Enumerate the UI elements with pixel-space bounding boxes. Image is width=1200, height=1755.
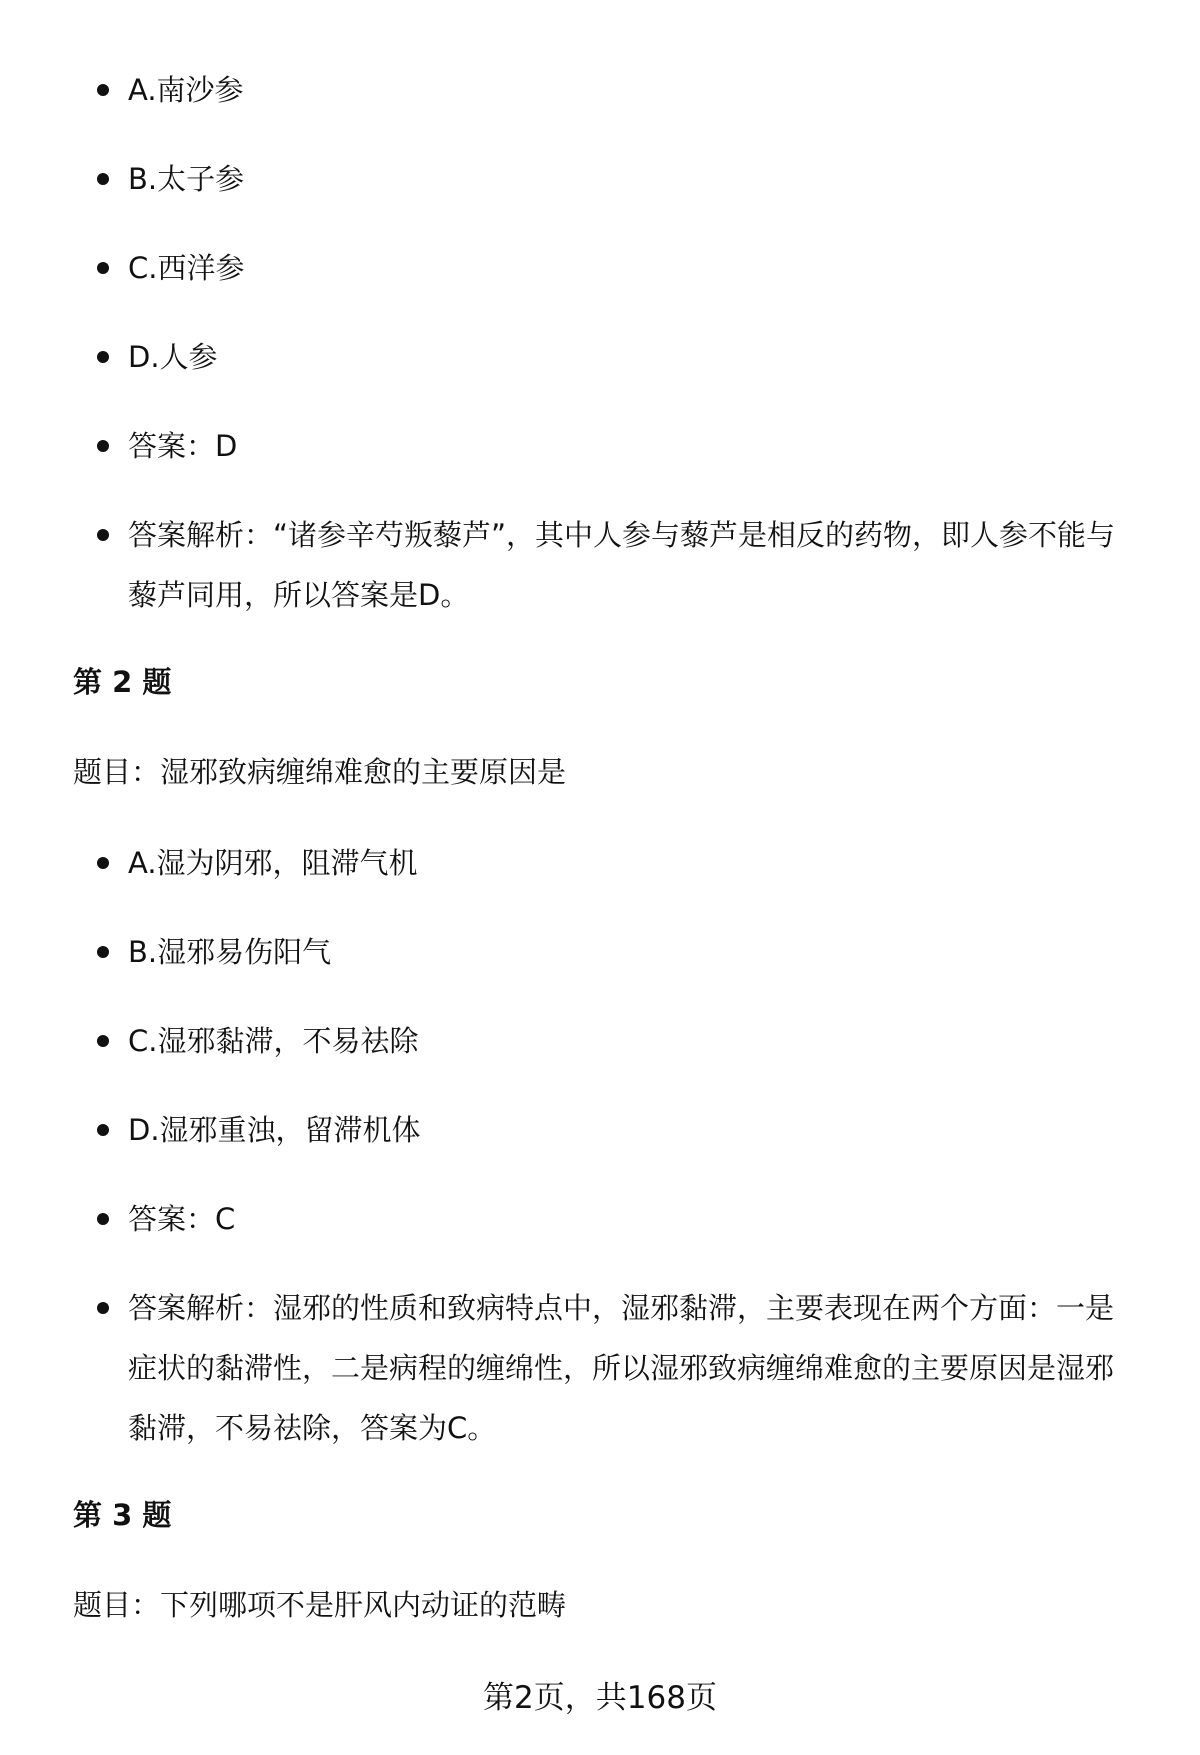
page-number-footer: 第2页，共168页 [483, 1680, 717, 1716]
q2-explanation: 答案解析：湿邪的性质和致病特点中，湿邪黏滞，主要表现在两个方面：一是症状的黏滞性，二是病程的缠绵性，所以湿邪致病缠绵难愈的主要原因是湿邪黏滞，不易祛除，答案为C。 [0, 1278, 1200, 1458]
q1-option-c: C.西洋参 [0, 238, 1200, 298]
q2-option-d: D.湿邪重浊，留滞机体 [0, 1100, 1200, 1160]
bullet-icon [97, 351, 109, 363]
bullet-icon [97, 84, 109, 96]
q2-answer: 答案：C [0, 1189, 1200, 1249]
bullet-icon [97, 529, 109, 541]
q1-explanation: 答案解析：“诸参辛芍叛藜芦”，其中人参与藜芦是相反的药物，即人参不能与藜芦同用，所以答案是D。 [0, 505, 1200, 625]
q2-option-list [0, 833, 1200, 1487]
bullet-icon [97, 173, 109, 185]
bullet-icon [97, 262, 109, 274]
bullet-icon [97, 946, 109, 958]
q2-option-a: A.湿为阴邪，阻滞气机 [0, 833, 1200, 893]
q2-heading: 第 2 题 [73, 665, 172, 699]
q2-option-b: B.湿邪易伤阳气 [0, 922, 1200, 982]
bullet-icon [97, 1213, 109, 1225]
bullet-icon [97, 1035, 109, 1047]
q1-answer: 答案：D [0, 416, 1200, 476]
bullet-icon [97, 1124, 109, 1136]
bullet-icon [97, 1302, 109, 1314]
q1-option-d: D.人参 [0, 327, 1200, 387]
q3-heading: 第 3 题 [73, 1498, 172, 1532]
q2-question: 题目：湿邪致病缠绵难愈的主要原因是 [73, 755, 567, 789]
bullet-icon [97, 440, 109, 452]
q2-option-c: C.湿邪黏滞，不易祛除 [0, 1011, 1200, 1071]
q1-option-a: A.南沙参 [0, 60, 1200, 120]
q1-option-list [0, 60, 1200, 654]
bullet-icon [97, 857, 109, 869]
q3-question: 题目：下列哪项不是肝风内动证的范畴 [73, 1588, 567, 1622]
q1-option-b: B.太子参 [0, 149, 1200, 209]
